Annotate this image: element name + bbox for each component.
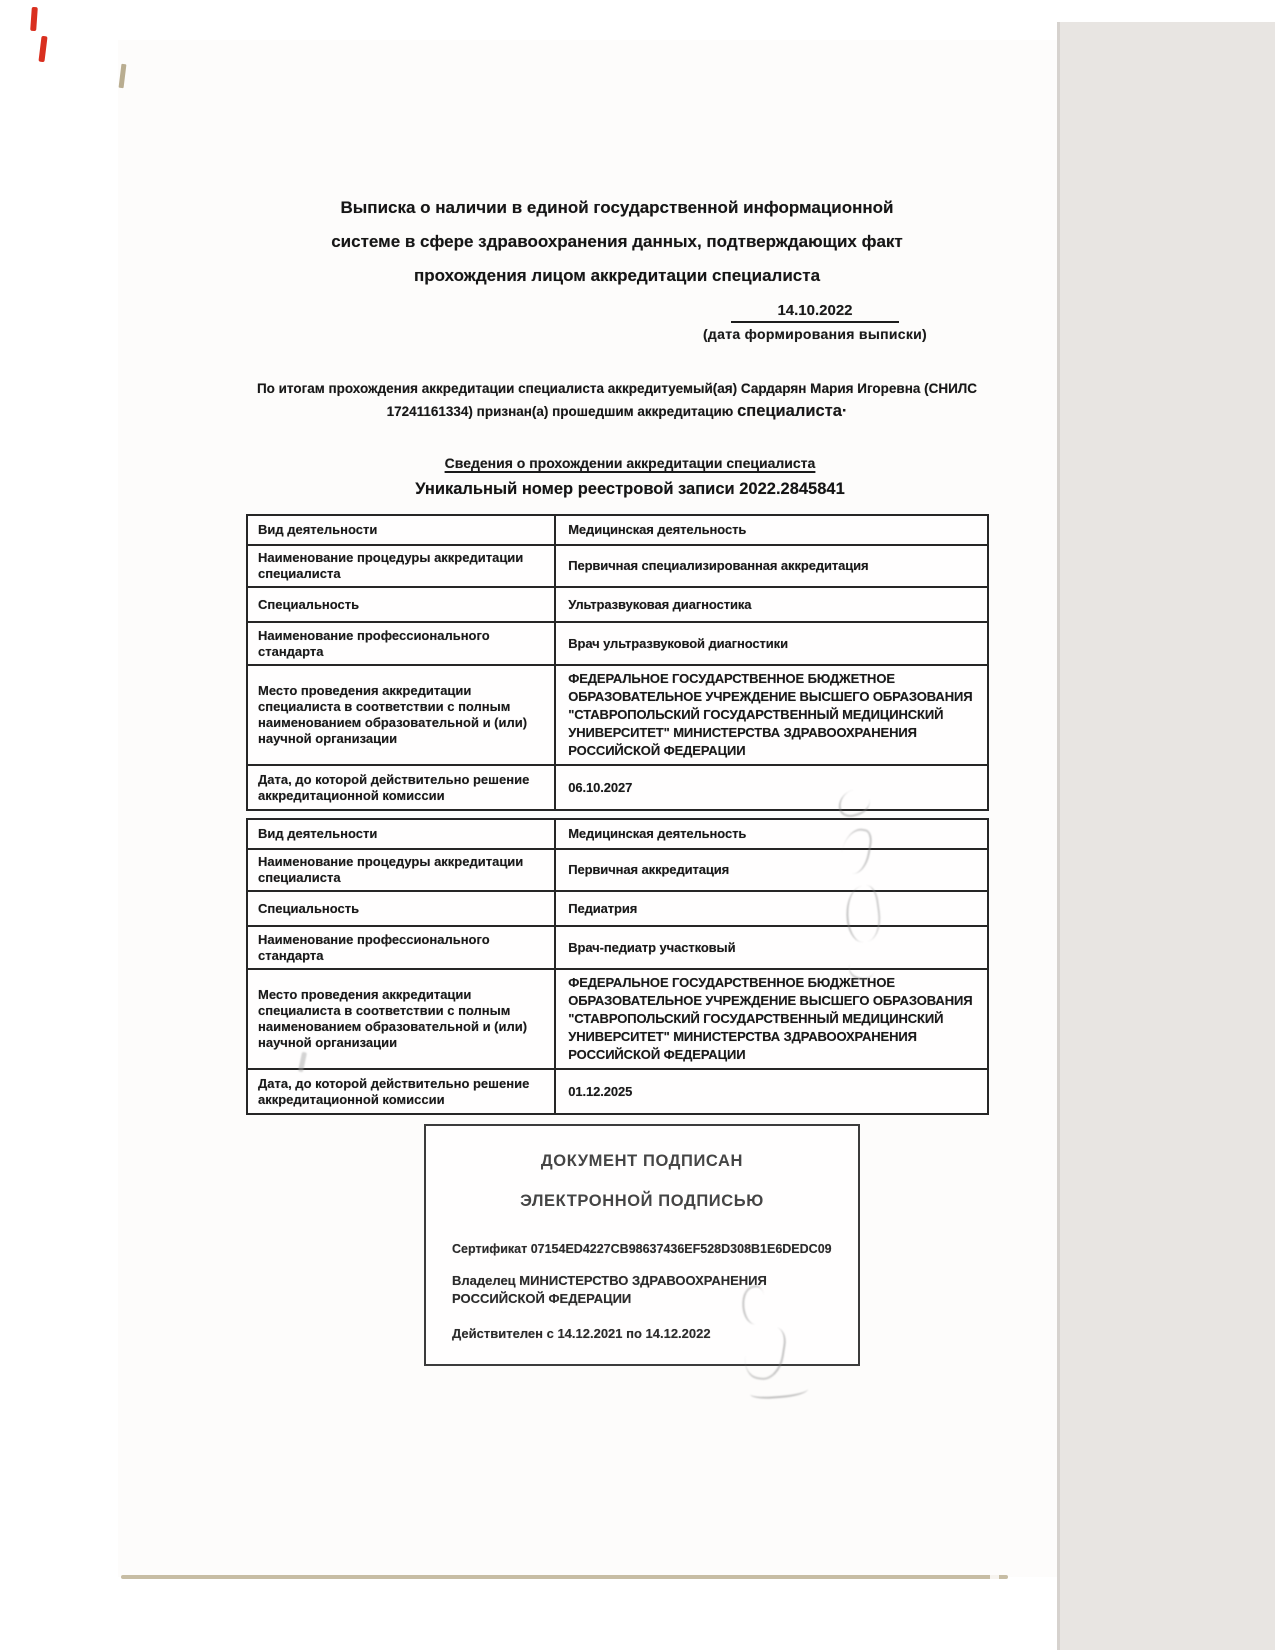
table-row bbox=[248, 546, 987, 588]
intro-line-2 bbox=[157, 400, 1077, 423]
certificate-line bbox=[452, 1242, 852, 1256]
row-label: Вид деятельности bbox=[248, 820, 556, 848]
row-value: Педиатрия bbox=[568, 900, 638, 916]
row-label: Дата, до которой действительно решение аккредитационной комиссии bbox=[248, 766, 556, 809]
table-row bbox=[248, 850, 987, 892]
row-label: Наименование профессионального стандарта bbox=[248, 927, 556, 968]
red-pen-mark bbox=[38, 36, 47, 63]
electronic-signature-box bbox=[424, 1124, 860, 1366]
row-value: Врач ультразвуковой диагностики bbox=[568, 635, 788, 651]
intro-line-1: По итогам прохождения аккредитации специалиста аккредитуемый(ая) Сардарян Мария Игоревна (СНИЛС bbox=[256, 381, 978, 396]
red-pen-mark bbox=[30, 7, 38, 31]
table-row bbox=[248, 820, 987, 850]
validity-line: Действителен с 14.12.2021 по 14.12.2022 bbox=[452, 1326, 711, 1341]
intro-line-2-text: 17241161334) признан(а) прошедшим аккредитацию bbox=[386, 404, 738, 419]
formation-date: 14.10.2022 bbox=[731, 302, 898, 323]
row-label: Вид деятельности bbox=[248, 516, 556, 544]
table-row bbox=[248, 588, 987, 623]
section-heading: Сведения о прохождении аккредитации специалиста bbox=[444, 455, 816, 471]
table-row bbox=[248, 970, 987, 1070]
row-label: Дата, до которой действительно решение аккредитационной комиссии bbox=[248, 1070, 556, 1113]
owner-value: МИНИСТЕРСТВО ЗДРАВООХРАНЕНИЯ РОССИЙСКОЙ ФЕДЕРАЦИИ bbox=[452, 1273, 767, 1306]
certificate-label: Сертификат bbox=[452, 1242, 528, 1256]
document-title bbox=[167, 191, 1067, 293]
row-label: Наименование процедуры аккредитации специалиста bbox=[248, 850, 556, 890]
title-line-1: Выписка о наличии в единой государственной информационной bbox=[340, 198, 894, 217]
intro-paragraph bbox=[157, 377, 1077, 423]
scanner-background bbox=[1057, 22, 1275, 1650]
row-value: 01.12.2025 bbox=[568, 1083, 633, 1099]
row-value: 06.10.2027 bbox=[568, 779, 633, 795]
row-value: ФЕДЕРАЛЬНОЕ ГОСУДАРСТВЕННОЕ БЮДЖЕТНОЕ ОБРАЗОВАТЕЛЬНОЕ УЧРЕЖДЕНИЕ ВЫСШЕГО ОБРАЗОВАНИЯ "СТАВРОПОЛЬСКИЙ ГОСУДАРСТВЕННЫЙ МЕДИЦИНСКИЙ УНИВЕРСИТЕТ" МИНИСТЕРСТВА ЗДРАВООХРАНЕНИЯ РОССИЙСКОЙ ФЕДЕРАЦИИ bbox=[568, 975, 973, 1062]
table-row bbox=[248, 1070, 987, 1113]
table-row bbox=[248, 516, 987, 546]
formation-date-caption: (дата формирования выписки) bbox=[702, 326, 928, 342]
row-value: Ультразвуковая диагностика bbox=[568, 596, 752, 612]
row-label: Наименование процедуры аккредитации специалиста bbox=[248, 546, 556, 586]
table-row bbox=[248, 766, 987, 809]
registry-number-line: Уникальный номер реестровой записи 2022.2845841 bbox=[415, 480, 845, 498]
row-value: Медицинская деятельность bbox=[568, 826, 747, 841]
formation-date-block bbox=[665, 302, 965, 342]
row-value: Медицинская деятельность bbox=[568, 522, 747, 537]
row-label: Место проведения аккредитации специалиста в соответствии с полным наименованием образовательной и (или) научной организации bbox=[248, 666, 556, 764]
title-line-3: прохождения лицом аккредитации специалиста bbox=[413, 266, 821, 285]
row-value: Первичная аккредитация bbox=[568, 862, 730, 877]
row-label: Место проведения аккредитации специалиста в соответствии с полным наименованием образовательной и (или) научной организации bbox=[248, 970, 556, 1068]
owner-line bbox=[452, 1272, 844, 1308]
intro-specialist-word: специалиста· bbox=[737, 402, 848, 420]
row-value: ФЕДЕРАЛЬНОЕ ГОСУДАРСТВЕННОЕ БЮДЖЕТНОЕ ОБРАЗОВАТЕЛЬНОЕ УЧРЕЖДЕНИЕ ВЫСШЕГО ОБРАЗОВАНИЯ "СТАВРОПОЛЬСКИЙ ГОСУДАРСТВЕННЫЙ МЕДИЦИНСКИЙ УНИВЕРСИТЕТ" МИНИСТЕРСТВА ЗДРАВООХРАНЕНИЯ РОССИЙСКОЙ ФЕДЕРАЦИИ bbox=[568, 671, 973, 758]
signature-heading-line-1: ДОКУМЕНТ ПОДПИСАН bbox=[540, 1152, 744, 1170]
row-value: Первичная специализированная аккредитация bbox=[568, 558, 869, 573]
row-label: Наименование профессионального стандарта bbox=[248, 623, 556, 664]
paper-edge-notch bbox=[990, 1575, 999, 1579]
row-label: Специальность bbox=[248, 892, 556, 925]
row-label: Специальность bbox=[248, 588, 556, 621]
signature-heading-line-2: ЭЛЕКТРОННОЙ ПОДПИСЬЮ bbox=[520, 1192, 764, 1210]
table-row bbox=[248, 623, 987, 666]
certificate-value: 07154ED4227CB98637436EF528D308B1E6DEDC09 bbox=[530, 1242, 832, 1256]
owner-label: Владелец bbox=[452, 1273, 516, 1288]
title-line-2: системе в сфере здравоохранения данных, подтверждающих факт bbox=[331, 232, 903, 251]
table-row bbox=[248, 666, 987, 766]
accreditation-table-1 bbox=[246, 514, 989, 811]
row-value: Врач-педиатр участковый bbox=[568, 939, 736, 955]
accreditation-table-2 bbox=[246, 818, 989, 1115]
paper-bottom-edge bbox=[121, 1575, 1008, 1579]
